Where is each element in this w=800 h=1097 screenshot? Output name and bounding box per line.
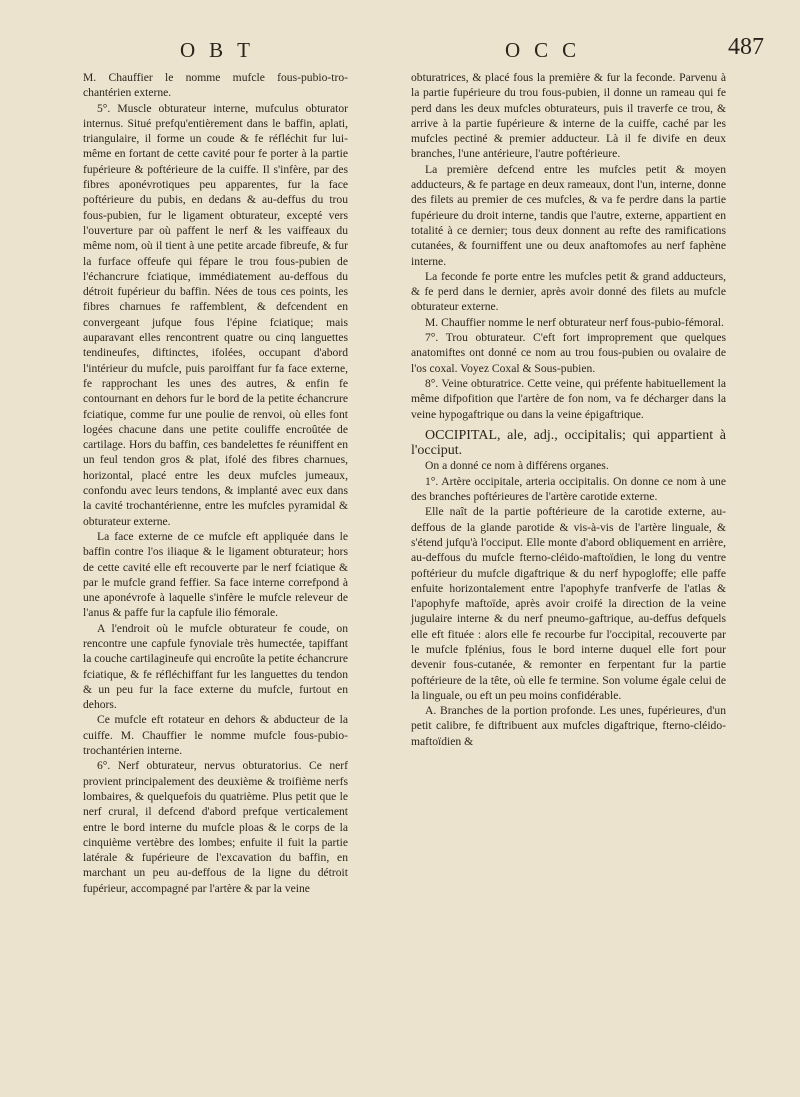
paragraph: M. Chauffier nomme le nerf obturateur nerf fous-pubio-fémoral. — [425, 315, 724, 329]
paragraph: A l'endroit où le mufcle obturateur fe coude, on rencontre une capfule fynoviale très humectée, tapiffant la couche cartilagineufe qui encroûte la petite échancrure fciatique, & fe réfléchiffant fur les languettes du tendon & un peu fur la face externe du mufcle, furtout en dehors. — [83, 621, 348, 712]
running-head-right: OCC — [505, 38, 591, 62]
left-column — [83, 70, 348, 896]
paragraph: Elle naît de la partie poftérieure de la carotide externe, au-deffous de la glande parotide & vis-à-vis de l'artère linguale, & s'étend jufqu'à l'occiput. Elle monte d'abord obliquement en arrière, au-deffous du mufcle fterno-cléido-maftoïdien, le long du ventre poftérieur du mufcle digaftrique & du nerf hypogloffe; elle paffe enfuite horizontalement entre l'apophyfe tranfverfe de l'atlas & l'apophyfe maftoïde, après avoir croifé la direction de la veine jugulaire interne & du nerf pneumo-gaftrique, au-deffus defquels elle eft fituée : alors elle fe recourbe fur l'occipital, recouverte par le mufcle fplénius, fous le bord interne duquel elle fort pour devenir fous-cutanée, & remonter en ferpentant fur la partie poftérieure de la tête, où elle fe termine. Son volume égale celui de la linguale, ou eft un peu moins confidérable. — [411, 505, 726, 702]
paragraph: A. Branches de la portion profonde. Les unes, fupérieures, d'un petit calibre, fe diftribuent aux mufcles digaftrique, fterno-cléido-maftoïdien & — [411, 704, 726, 748]
paragraph: obturatrices, & placé fous la première & fur la feconde. Parvenu à la partie fupérieure du trou fous-pubien, il donne un rameau qui fe perd dans les deux mufcles obturateurs, puis il traverfe ce trou, & arrive à la partie fupérieure & interne de la cuiffe, caché par les mufcles pectiné & premier adducteur. Là il fe divife en deux branches, l'une antérieure, l'autre poftérieure. — [411, 71, 726, 161]
paragraph: 1°. Artère occipitale, arteria occipitalis. On donne ce nom à une des branches poftérieures de l'artère carotide externe. — [411, 474, 726, 504]
paragraph: La face externe de ce mufcle eft appliquée dans le baffin contre l'os iliaque & le ligament obturateur; hors de cette cavité elle eft recouverte par le nerf fciatique & par le mufcle grand feffier. Sa face interne correfpond à une aponévrofe à laquelle s'infère le mufcle releveur de l'anus & paffe fur la capfule ilio fémorale. — [83, 529, 348, 620]
dictionary-entry-heading: OCCIPITAL, ale, adj., occipitalis; qui appartient à l'occiput. — [411, 427, 726, 459]
running-head-left: OBT — [180, 38, 264, 62]
paragraph: La feconde fe porte entre les mufcles petit & grand adducteurs, & fe perd dans le dernier, après avoir donné des filets au mufcle obturateur externe. — [411, 269, 726, 314]
paragraph: La première defcend entre les mufcles petit & moyen adducteurs, & fe partage en deux rameaux, dont l'un, interne, donne des filets au premier de ces mufcles, & va fe perdre dans la partie fupérieure du droit interne, tandis que l'autre, externe, appartient en totalité à ce dernier; tous deux donnent au refte des ramifications cutanées, & fourniffent une ou deux anaftomofes au nerf faphène interne. — [411, 162, 726, 268]
paragraph: M. Chauffier le nomme mufcle fous-pubio-tro-chantérien externe. — [83, 71, 348, 100]
paragraph: 8°. Veine obturatrice. Cette veine, qui préfente habituellement la même difpofition que l'artère de fon nom, va fe décharger dans la veine hypogaftrique ou dans la veine épigaftrique. — [411, 376, 726, 421]
right-column — [411, 70, 726, 749]
page-number: 487 — [728, 34, 764, 60]
paragraph: On a donné ce nom à différens organes. — [425, 459, 609, 473]
paragraph: 5°. Muscle obturateur interne, mufculus obturator internus. Situé prefqu'entièrement dans le baffin, aplati, triangulaire, il forme un coude & fe réfléchit fur lui-même en fortant de cette cavité pour fe porter à la partie fupérieure & poftérieure de la cuiffe. Il s'infère, par des fibres aponévrotiques peu apparentes, fur la face poftérieure du pubis, en dedans & au-deffus du trou fous-pubien, fur le ligament obturateur, excepté vers l'ouverture par où paffent le nerf & les vaiffeaux du même nom, où il tient à une petite arcade fibreufe, & fur la furface offeufe qui fépare le trou fous-pubien de l'échancrure fciatique, immédiatement au-deffous du détroit fupérieur du baffin. Nées de tous ces points, les fibres charnues fe raffemblent, & defcendent en convergeant jufque fous l'épine fciatique; mais auparavant elles rencontrent quatre ou cinq languettes tendineufes, diftinctes, ifolées, occupant d'abord l'intérieur du mufcle, puis paroiffant fur fa face externe, fe rapprochant les unes des autres, & enfin fe contournant en dehors fur le bord de la petite échancrure fciatique, comme fur une poulie de renvoi, où elles font logées chacune dans une petite couliffe encroûtée de cartilage. Hors du baffin, ces bandelettes fe réuniffent en un feul tendon gros & plat, ifolé des fibres charnues, horizontal, placé entre les deux mufcles jumeaux, confondu avec leurs tendons, & implanté avec eux dans la cavité trochantérienne, entre les mufcles pyramidal & obturateur externe. — [83, 101, 348, 528]
paragraph: 6°. Nerf obturateur, nervus obturatorius. Ce nerf provient principalement des deuxième & troifième nerfs lombaires, & quelquefois du quatrième. Plus petit que le nerf crural, il defcend d'abord prefque verticalement entre le bord interne du mufcle ploas & le corps de la cinquième vertèbre des lombes; enfuite il fuit la partie latérale & fupérieure de l'excavation du baffin, en marchant un peu au-deffous de la ligne du détroit fupérieur, accompagné par l'artère & par la veine — [83, 759, 348, 895]
paragraph: 7°. Trou obturateur. C'eft fort improprement que quelques anatomiftes ont donné ce nom au trou fous-pubien ou ovalaire de l'os coxal. Voyez Coxal & Sous-pubien. — [411, 331, 726, 375]
paragraph: Ce mufcle eft rotateur en dehors & abducteur de la cuiffe. M. Chauffier le nomme mufcle fous-pubio-trochantérien interne. — [83, 713, 348, 758]
